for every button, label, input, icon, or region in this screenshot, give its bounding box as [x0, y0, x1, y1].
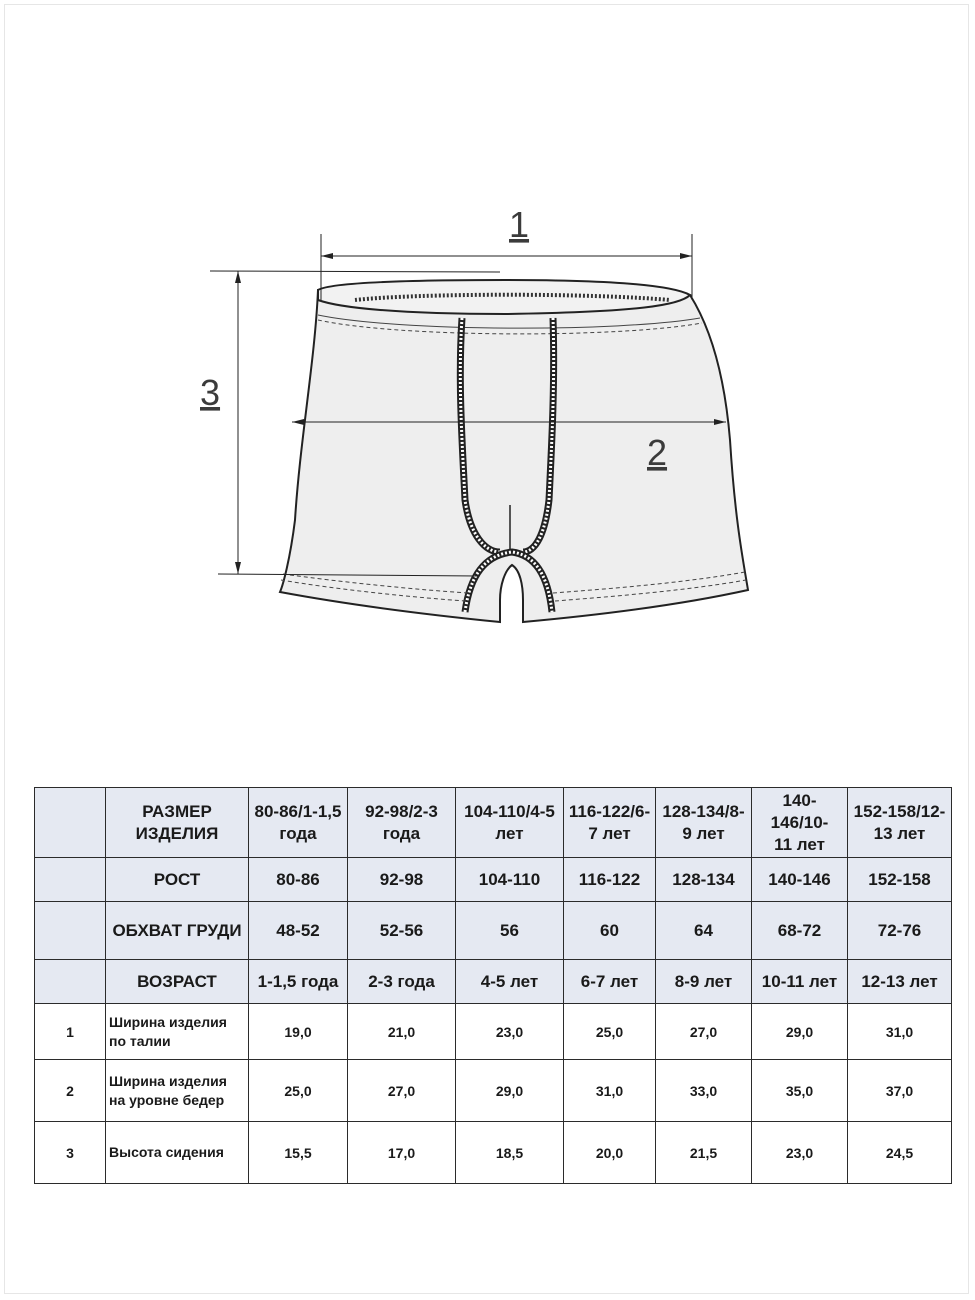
chest-row: [35, 902, 952, 960]
chest-cell: 56: [456, 902, 564, 960]
measure-number: 3: [35, 1122, 106, 1184]
height-cell: 128-134: [656, 858, 752, 902]
age-cell: 1-1,5 года: [249, 960, 348, 1004]
measure-value: 17,0: [348, 1122, 456, 1184]
garment-body: [280, 285, 748, 622]
age-cell: 4-5 лет: [456, 960, 564, 1004]
measure-label: Ширина изделия по талии: [106, 1004, 249, 1060]
empty-cell: [35, 960, 106, 1004]
height-cell: 116-122: [564, 858, 656, 902]
measure-value: 25,0: [249, 1060, 348, 1122]
dim3-arrow-top: [235, 271, 241, 283]
measure-value: 29,0: [752, 1004, 848, 1060]
empty-cell: [35, 902, 106, 960]
row-label-height: РОСТ: [106, 858, 249, 902]
dim3-ext-top: [210, 271, 500, 272]
dim3-label: 3: [200, 372, 221, 413]
height-row: [35, 858, 952, 902]
measure-value: 29,0: [456, 1060, 564, 1122]
age-cell: 10-11 лет: [752, 960, 848, 1004]
size-cell: 116-122/6- 7 лет: [564, 788, 656, 858]
waistband: [318, 280, 690, 314]
measure-value: 27,0: [348, 1060, 456, 1122]
measure-value: 24,5: [848, 1122, 952, 1184]
measure-value: 21,0: [348, 1004, 456, 1060]
measure-value: 19,0: [249, 1004, 348, 1060]
measure-label: Высота сидения: [106, 1122, 249, 1184]
measure-value: 21,5: [656, 1122, 752, 1184]
height-cell: 80-86: [249, 858, 348, 902]
dim3-arrow-bottom: [235, 562, 241, 574]
dim1-arrow-left: [321, 253, 333, 259]
dim2-label: 2: [647, 432, 668, 473]
age-cell: 8-9 лет: [656, 960, 752, 1004]
row-label-age: ВОЗРАСТ: [106, 960, 249, 1004]
measure-number: 2: [35, 1060, 106, 1122]
height-cell: 92-98: [348, 858, 456, 902]
age-cell: 12-13 лет: [848, 960, 952, 1004]
measure-value: 18,5: [456, 1122, 564, 1184]
dim1-arrow-right: [680, 253, 692, 259]
height-cell: 140-146: [752, 858, 848, 902]
measure-label: Ширина изделия на уровне бедер: [106, 1060, 249, 1122]
dim2-arrow-left: [292, 419, 304, 425]
row-label-size: РАЗМЕР ИЗДЕЛИЯ: [106, 788, 249, 858]
measure-value: 35,0: [752, 1060, 848, 1122]
age-cell: 2-3 года: [348, 960, 456, 1004]
size-row: [35, 788, 952, 858]
age-cell: 6-7 лет: [564, 960, 656, 1004]
chest-cell: 60: [564, 902, 656, 960]
chest-cell: 52-56: [348, 902, 456, 960]
measure-value: 33,0: [656, 1060, 752, 1122]
size-cell: 92-98/2-3 года: [348, 788, 456, 858]
measure-value: 23,0: [456, 1004, 564, 1060]
measure-value: 25,0: [564, 1004, 656, 1060]
measure-value: 31,0: [848, 1004, 952, 1060]
measure-value: 23,0: [752, 1122, 848, 1184]
row-label-chest: ОБХВАТ ГРУДИ: [106, 902, 249, 960]
size-cell: 104-110/4-5 лет: [456, 788, 564, 858]
empty-cell: [35, 788, 106, 858]
height-cell: 104-110: [456, 858, 564, 902]
dim1-label: 1: [509, 204, 530, 245]
size-cell: 140-146/10- 11 лет: [752, 788, 848, 858]
measure-row: [35, 1060, 952, 1122]
size-cell: 152-158/12- 13 лет: [848, 788, 952, 858]
age-row: [35, 960, 952, 1004]
measure-value: 27,0: [656, 1004, 752, 1060]
chest-cell: 68-72: [752, 902, 848, 960]
size-cell: 128-134/8- 9 лет: [656, 788, 752, 858]
measure-number: 1: [35, 1004, 106, 1060]
size-table: [34, 787, 952, 1184]
size-cell: 80-86/1-1,5 года: [249, 788, 348, 858]
measure-value: 37,0: [848, 1060, 952, 1122]
chest-cell: 64: [656, 902, 752, 960]
measure-value: 20,0: [564, 1122, 656, 1184]
height-cell: 152-158: [848, 858, 952, 902]
empty-cell: [35, 858, 106, 902]
chest-cell: 48-52: [249, 902, 348, 960]
chest-cell: 72-76: [848, 902, 952, 960]
measure-row: [35, 1004, 952, 1060]
measure-value: 31,0: [564, 1060, 656, 1122]
measure-row: [35, 1122, 952, 1184]
measure-value: 15,5: [249, 1122, 348, 1184]
